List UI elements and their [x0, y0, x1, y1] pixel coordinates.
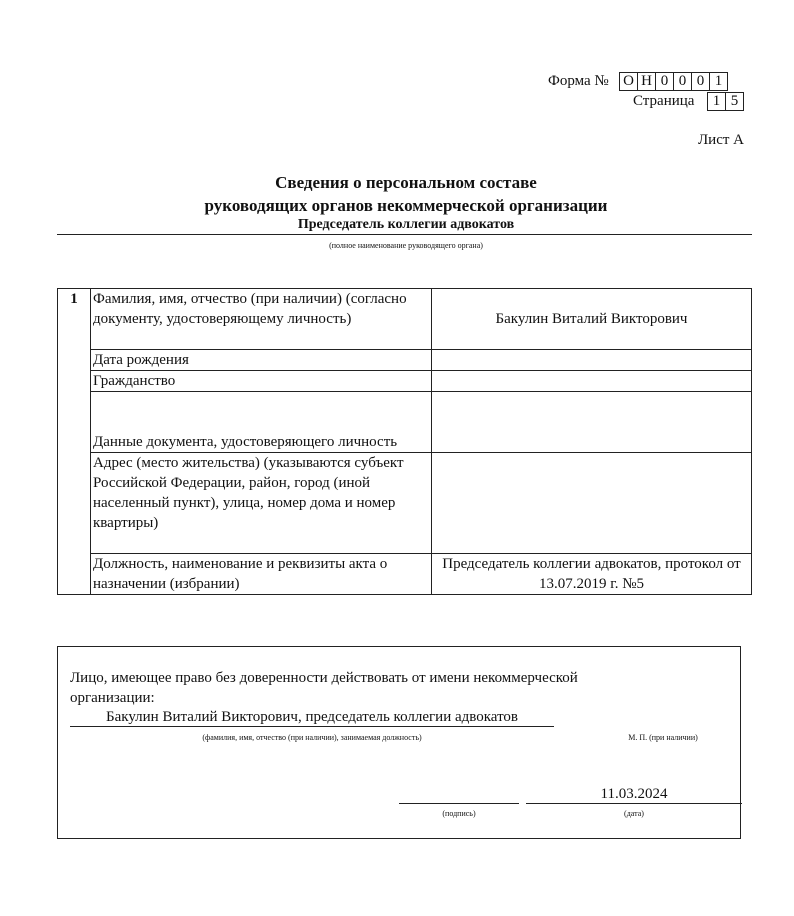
page-number-label: Страница: [633, 93, 695, 109]
governing-body-caption: (полное наименование руководящего органа): [329, 241, 483, 250]
field-value-position: Председатель коллегии адвокатов, протокол от 13.07.2019 г. №5: [432, 554, 752, 595]
field-value-address: [432, 453, 752, 554]
form-code-char: 0: [673, 72, 692, 91]
field-label-birth-date: Дата рождения: [91, 350, 432, 371]
form-code-char: 1: [709, 72, 728, 91]
table-row: [58, 350, 752, 371]
signature-caption: (подпись): [442, 809, 476, 818]
table-row: [58, 453, 752, 554]
authorized-person-name: Бакулин Виталий Викторович, председатель коллегии адвокатов: [70, 709, 554, 727]
form-number-label: Форма №: [548, 73, 609, 89]
form-code-char: 0: [691, 72, 710, 91]
governing-body-underline: [57, 234, 752, 235]
page-code-char: 1: [707, 92, 726, 111]
sheet-label: Лист А: [698, 132, 744, 148]
field-label-position: Должность, наименование и реквизиты акта о назначении (избрании): [91, 554, 432, 595]
form-code-char: 0: [655, 72, 674, 91]
table-row: [58, 371, 752, 392]
document-title-line-2: руководящих органов некоммерческой организации: [204, 196, 608, 215]
signature-block: [57, 646, 741, 839]
field-label-address: Адрес (место жительства) (указываются субъект Российской Федерации, район, город (иной населенный пункт), улица, номер дома и номер квартиры): [91, 453, 432, 554]
field-value-full-name: Бакулин Виталий Викторович: [432, 289, 752, 350]
signature-line: [399, 803, 519, 804]
field-value-citizenship: [432, 371, 752, 392]
field-label-citizenship: Гражданство: [91, 371, 432, 392]
entry-number: 1: [58, 289, 91, 595]
document-title-line-1: Сведения о персональном составе: [275, 173, 537, 192]
field-label-full-name: Фамилия, имя, отчество (при наличии) (согласно документу, удостоверяющему личность): [91, 289, 432, 350]
form-code-char: О: [619, 72, 638, 91]
field-value-id-document: [432, 392, 752, 453]
form-number-boxes: [620, 72, 728, 91]
authorized-person-intro: Лицо, имеющее право без доверенности действовать от имени некоммерческой организации:: [70, 670, 578, 706]
page-number-boxes: [708, 92, 744, 111]
table-row: [58, 554, 752, 595]
table-row: [58, 392, 752, 453]
field-value-birth-date: [432, 350, 752, 371]
signing-date: 11.03.2024: [526, 786, 742, 804]
stamp-caption: М. П. (при наличии): [628, 733, 698, 742]
governing-body-name: Председатель коллегии адвокатов: [297, 217, 515, 232]
page-code-char: 5: [725, 92, 744, 111]
field-label-id-document: Данные документа, удостоверяющего личность: [91, 392, 432, 453]
date-caption: (дата): [624, 809, 644, 818]
authorized-person-caption: (фамилия, имя, отчество (при наличии), занимаемая должность): [202, 733, 422, 742]
table-row: [58, 289, 752, 350]
personnel-table: [57, 288, 752, 595]
form-code-char: Н: [637, 72, 656, 91]
